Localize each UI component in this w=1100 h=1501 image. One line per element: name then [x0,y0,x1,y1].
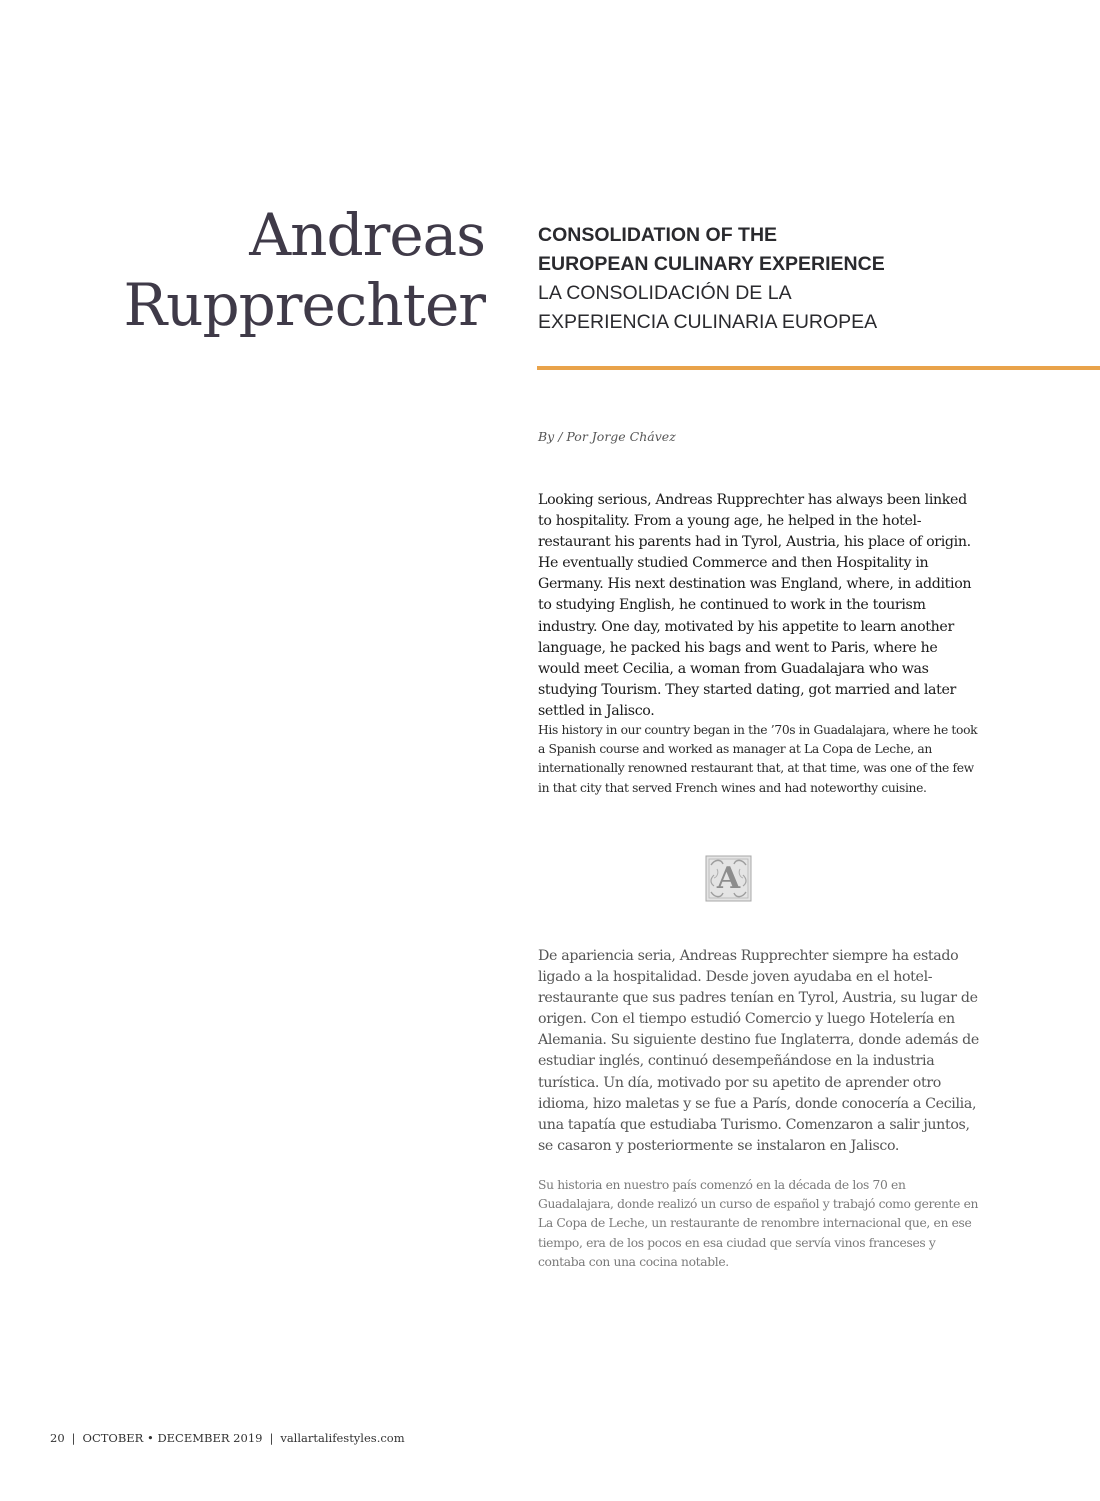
footer-separator: | [71,1431,76,1445]
body-english-paragraph-2: His history in our country began in the ’70s in Guadalajara, where he took a Spanish course and worked as manager at La Copa de Leche, an internationally renowned restaurant that, at that time, was one of the few in that city that served French wines and had noteworthy cuisine. [538,723,978,795]
subtitle-es-line-1: LA CONSOLIDACIÓN DE LA [538,282,792,304]
footer-separator: | [269,1431,274,1445]
subtitle-english [538,221,1078,279]
body-english-paragraph-1: Looking serious, Andreas Rupprechter has always been linked to hospitality. From a young age, he helped in the hotel-restaurant his parents had in Tyrol, Austria, his place of origin. He eventually studied Commerce and then Hospitality in Germany. His next destination was England, where, in addition to studying English, he continued to work in the tourism industry. One day, motivated by his appetite to learn another language, he packed his bags and went to Paris, where he would meet Cecilia, a woman from Guadalajara who was studying Tourism. They started dating, got married and later settled in Jalisco. [538,492,972,719]
title-first-name: Andreas [249,201,485,269]
body-spanish-paragraph-1: De apariencia seria, Andreas Rupprechter siempre ha estado ligado a la hospitalidad. Desde joven ayudaba en el hotel-restaurante que sus padres tenían en Tyrol, Austria, su lugar de origen. Con el tiempo estudió Comercio y luego Hotelería en Alemania. Su siguiente destino fue Inglaterra, donde además de estudiar inglés, continuó desempeñándose en la industria turística. Un día, motivado por su apetito de aprender otro idioma, hizo maletas y se fue a París, donde conocería a Cecilia, una tapatía que estudiaba Turismo. Comenzaron a salir juntos, se casaron y posteriormente se instalaron en Jalisco. [538,948,979,1154]
body-spanish-paragraph-2: Su historia en nuestro país comenzó en la década de los 70 en Guadalajara, donde realizó un curso de español y trabajó como gerente en La Copa de Leche, un restaurante de renombre internacional que, en ese tiempo, era de los pocos en esa ciudad que servía vinos franceses y contaba con una cocina notable. [538,1178,979,1269]
title-last-name: Rupprechter [123,271,485,339]
subtitle-en-line-2: EUROPEAN CULINARY EXPERIENCE [538,253,885,275]
page-footer [50,1431,405,1445]
byline: By / Por Jorge Chávez [538,429,676,444]
ornament-letter: A [716,861,741,896]
accent-divider [537,366,1100,370]
subtitle-es-line-2: EXPERIENCIA CULINARIA EUROPEA [538,311,878,333]
issue-date: OCTOBER • DECEMBER 2019 [82,1431,263,1445]
ornamental-letter-a-icon [705,855,752,902]
website-link[interactable]: vallartalifestyles.com [280,1431,405,1445]
article-title [60,200,485,340]
page-number: 20 [50,1431,65,1445]
subtitle-spanish [538,279,1078,337]
subtitle-en-line-1: CONSOLIDATION OF THE [538,224,778,246]
